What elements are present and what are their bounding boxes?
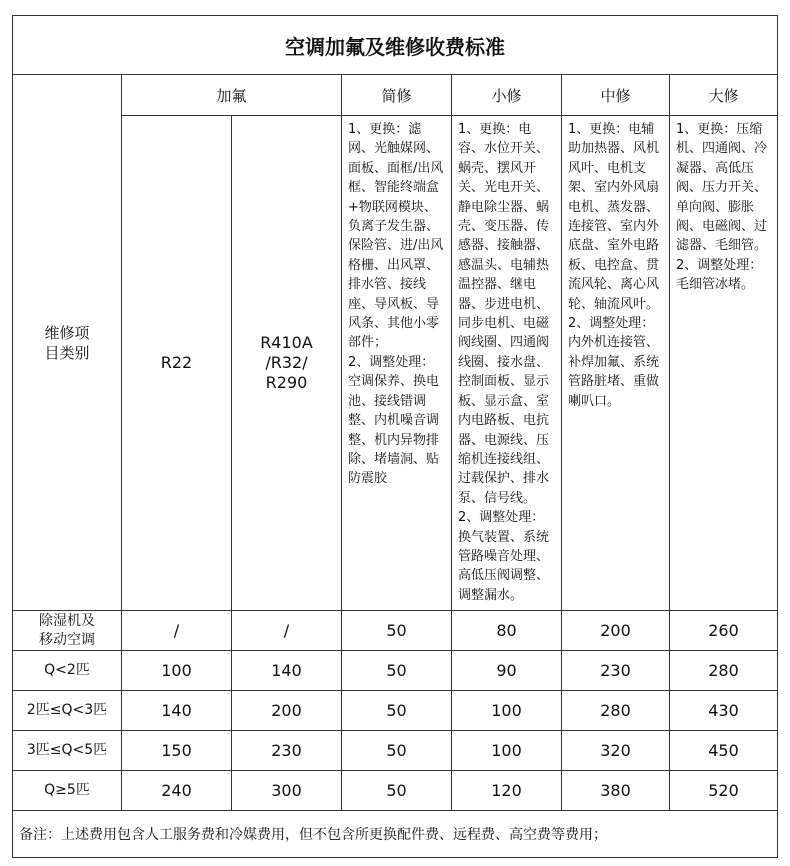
price-medium: 200 <box>562 611 670 651</box>
price-minor: 120 <box>452 771 562 811</box>
fee-table-container <box>12 15 778 858</box>
price-r410: / <box>232 611 342 651</box>
price-simple: 50 <box>342 611 452 651</box>
price-row-label: Q≥5匹 <box>13 771 122 811</box>
header-minor-repair: 小修 <box>452 75 562 116</box>
price-minor: 90 <box>452 651 562 691</box>
price-row <box>13 611 778 651</box>
price-r22: / <box>122 611 232 651</box>
price-row <box>13 731 778 771</box>
price-row-label-line1: 除湿机及 <box>39 612 95 629</box>
price-r410: 140 <box>232 651 342 691</box>
price-major: 280 <box>670 651 778 691</box>
price-row <box>13 771 778 811</box>
price-row <box>13 651 778 691</box>
price-medium: 380 <box>562 771 670 811</box>
price-simple: 50 <box>342 691 452 731</box>
category-label-cell <box>13 75 122 611</box>
price-simple: 50 <box>342 731 452 771</box>
price-r22: 140 <box>122 691 232 731</box>
fee-table <box>12 15 778 858</box>
price-medium: 320 <box>562 731 670 771</box>
price-minor: 80 <box>452 611 562 651</box>
price-r22: 100 <box>122 651 232 691</box>
price-r22: 240 <box>122 771 232 811</box>
header-simple-repair: 简修 <box>342 75 452 116</box>
price-row-label: Q<2匹 <box>13 651 122 691</box>
price-major: 430 <box>670 691 778 731</box>
refrigerant-r410-line1: R410A <box>260 333 313 352</box>
price-major: 520 <box>670 771 778 811</box>
price-r410: 230 <box>232 731 342 771</box>
price-row-label: 2匹≤Q<3匹 <box>13 691 122 731</box>
refrigerant-r410-line2: /R32/ <box>265 353 308 372</box>
price-r410: 200 <box>232 691 342 731</box>
refrigerant-r410a-r32-r290 <box>232 116 342 611</box>
price-simple: 50 <box>342 651 452 691</box>
remarks-note: 备注：上述费用包含人工服务费和冷媒费用，但不包含所更换配件费、远程费、高空费等费用； <box>13 811 778 858</box>
price-minor: 100 <box>452 731 562 771</box>
price-major: 260 <box>670 611 778 651</box>
price-simple: 50 <box>342 771 452 811</box>
major-repair-description: 1、更换：压缩机、四通阀、冷凝器、高低压阀、压力开关、单向阀、膨胀阀、电磁阀、过滤器、毛细管。 2、调整处理：毛细管冰堵。 <box>670 116 778 611</box>
header-medium-repair: 中修 <box>562 75 670 116</box>
price-medium: 230 <box>562 651 670 691</box>
price-major: 450 <box>670 731 778 771</box>
table-title: 空调加氟及维修收费标准 <box>13 16 778 75</box>
price-medium: 280 <box>562 691 670 731</box>
header-refrigerant: 加氟 <box>122 75 342 116</box>
category-label-line2: 目类别 <box>44 343 90 362</box>
price-minor: 100 <box>452 691 562 731</box>
price-row-label-line2: 移动空调 <box>39 631 95 648</box>
price-r22: 150 <box>122 731 232 771</box>
medium-repair-description: 1、更换：电辅助加热器、风机风叶、电机支架、室内外风扇电机、蒸发器、连接管、室内外底盘、室外电路板、电控盒、贯流风轮、离心风轮、轴流风叶。 2、调整处理：内外机连接管、补焊加氟、系统管路脏堵、重做喇叭口。 <box>562 116 670 611</box>
refrigerant-r410-line3: R290 <box>265 373 308 392</box>
price-r410: 300 <box>232 771 342 811</box>
header-major-repair: 大修 <box>670 75 778 116</box>
refrigerant-r22: R22 <box>122 116 232 611</box>
price-row-label: 3匹≤Q<5匹 <box>13 731 122 771</box>
category-label-line1: 维修项 <box>44 323 90 342</box>
minor-repair-description: 1、更换：电容、水位开关、蜗壳、摆风开关、光电开关、静电除尘器、蜗壳、变压器、传感器、接触器、感温头、电辅热温控器、继电器、步进电机、同步电机、电磁阀线圈、四通阀线圈、接水盘、控制面板、显示板、显示盒、室内电路板、电抗器、电源线、压缩机连接线组、过载保护、排水泵、信号线。 2、调整处理：换气装置、系统管路噪音处理、高低压阀调整、调整漏水。 <box>452 116 562 611</box>
price-row <box>13 691 778 731</box>
simple-repair-description: 1、更换：滤网、光触媒网、面板、面框/出风框、智能终端盒+物联网模块、负离子发生器、保险管、进/出风格栅、出风罩、排水管、接线座、导风板、导风条、其他小零部件； 2、调整处理：空调保养、换电池、接线错调整、内机噪音调整、机内异物排除、堵墙洞、贴防震胶 <box>342 116 452 611</box>
price-row-label <box>13 611 122 651</box>
